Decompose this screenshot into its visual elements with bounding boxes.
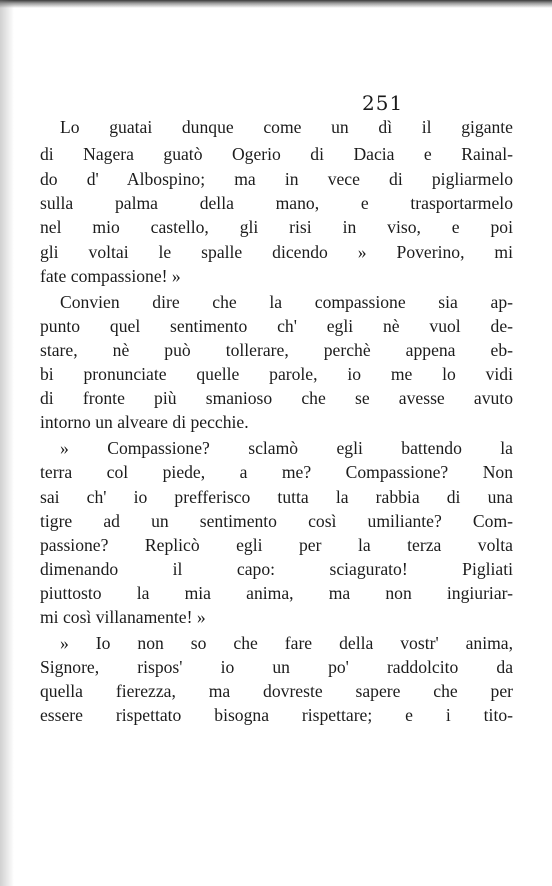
text-line: gli voltai le spalle dicendo » Poverino, mi xyxy=(40,242,513,262)
text-line: Signore, rispos' io un po' raddolcito da xyxy=(40,657,513,677)
text-line: intorno un alveare di pecchie. xyxy=(40,412,249,432)
text-line: stare, nè può tollerare, perchè appena eb- xyxy=(40,340,513,360)
page-number: 251 xyxy=(362,91,404,115)
text-line: terra col piede, a me? Compassione? Non xyxy=(40,462,513,482)
text-line: tigre ad un sentimento così umiliante? Com- xyxy=(40,511,513,531)
text-line: dimenando il capo: sciagurato! Pigliati xyxy=(40,559,513,579)
text-line: punto quel sentimento ch' egli nè vuol de- xyxy=(40,316,513,336)
text-line: nel mio castello, gli risi in viso, e poi xyxy=(40,217,513,237)
text-line: bi pronunciate quelle parole, io me lo vidi xyxy=(40,364,513,384)
text-line: essere rispettato bisogna rispettare; e i tito- xyxy=(40,705,513,725)
text-line: Lo guatai dunque come un dì il gigante xyxy=(60,117,513,137)
text-line: di Nagera guatò Ogerio di Dacia e Rainal- xyxy=(40,144,513,164)
text-line: » Io non so che fare della vostr' anima, xyxy=(60,633,513,653)
text-line: quella fierezza, ma dovreste sapere che per xyxy=(40,681,513,701)
text-line: di fronte più smanioso che se avesse avuto xyxy=(40,388,513,408)
text-line: sulla palma della mano, e trasportarmelo xyxy=(40,193,513,213)
text-line: do d' Albospino; ma in vece di pigliarmelo xyxy=(40,169,513,189)
text-line: mi così villanamente! » xyxy=(40,607,206,627)
text-line: piuttosto la mia anima, ma non ingiuriar- xyxy=(40,583,513,603)
text-line: fate compassione! » xyxy=(40,266,181,286)
text-line: Convien dire che la compassione sia ap- xyxy=(60,292,513,312)
text-line: » Compassione? sclamò egli battendo la xyxy=(60,438,513,458)
text-line: sai ch' io prefferisco tutta la rabbia di una xyxy=(40,487,513,507)
text-line: passione? Replicò egli per la terza volta xyxy=(40,535,513,555)
